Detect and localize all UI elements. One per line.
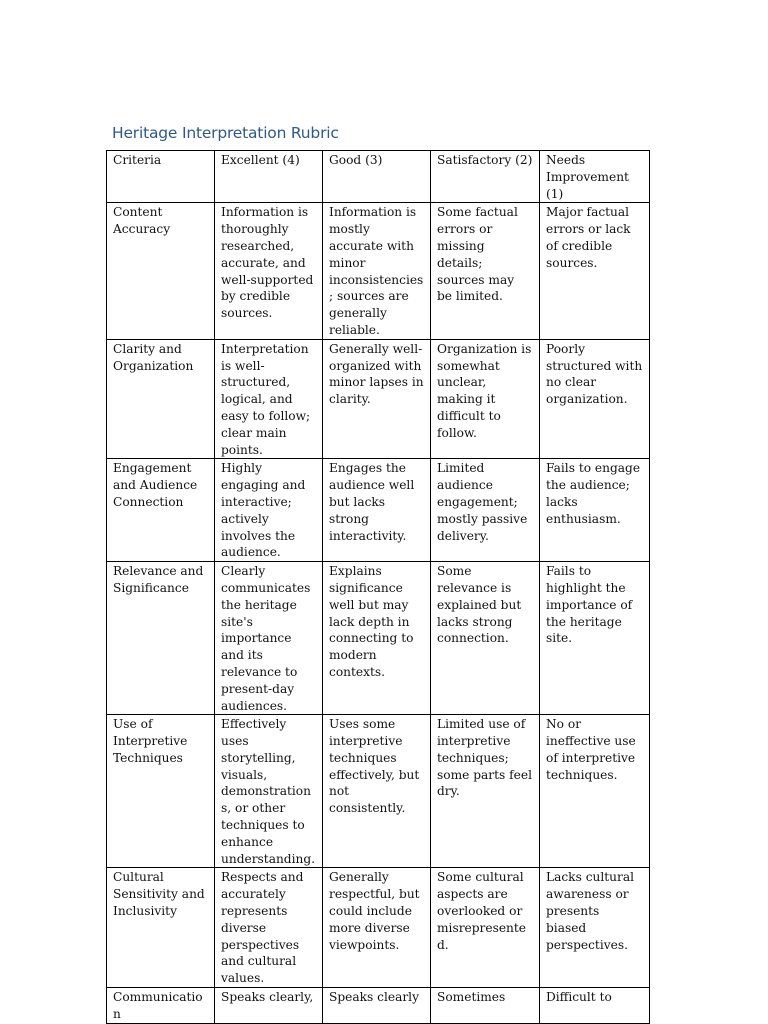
- page-title: Heritage Interpretation Rubric: [112, 124, 339, 142]
- criteria-cell: Cultural Sensitivity and Inclusivity: [107, 868, 215, 988]
- header-excellent: Excellent (4): [215, 151, 323, 203]
- header-needs-improvement: Needs Improvement (1): [540, 151, 650, 203]
- excellent-cell: Information is thoroughly researched, accurate, and well-supported by credible sources.: [215, 203, 323, 339]
- header-good: Good (3): [323, 151, 431, 203]
- satisfactory-cell: Some relevance is explained but lacks strong connection.: [431, 562, 540, 715]
- header-row: [107, 151, 650, 203]
- satisfactory-cell: Sometimes: [431, 988, 540, 1024]
- criteria-cell: Content Accuracy: [107, 203, 215, 339]
- needs-improvement-cell: Lacks cultural awareness or presents biased perspectives.: [540, 868, 650, 988]
- table-row: [107, 459, 650, 562]
- satisfactory-cell: Limited use of interpretive techniques; some parts feel dry.: [431, 715, 540, 868]
- table-row: [107, 562, 650, 715]
- good-cell: Generally well-organized with minor lapses in clarity.: [323, 339, 431, 459]
- needs-improvement-cell: Poorly structured with no clear organization.: [540, 339, 650, 459]
- rubric-table: [106, 150, 650, 1024]
- good-cell: Engages the audience well but lacks strong interactivity.: [323, 459, 431, 562]
- excellent-cell: Respects and accurately represents diverse perspectives and cultural values.: [215, 868, 323, 988]
- satisfactory-cell: Some cultural aspects are overlooked or misrepresented.: [431, 868, 540, 988]
- criteria-cell: Use of Interpretive Techniques: [107, 715, 215, 868]
- needs-improvement-cell: Difficult to: [540, 988, 650, 1024]
- needs-improvement-cell: No or ineffective use of interpretive techniques.: [540, 715, 650, 868]
- header-criteria: Criteria: [107, 151, 215, 203]
- good-cell: Uses some interpretive techniques effectively, but not consistently.: [323, 715, 431, 868]
- table-row: [107, 715, 650, 868]
- good-cell: Information is mostly accurate with minor inconsistencies; sources are generally reliable.: [323, 203, 431, 339]
- satisfactory-cell: Some factual errors or missing details; sources may be limited.: [431, 203, 540, 339]
- needs-improvement-cell: Fails to highlight the importance of the heritage site.: [540, 562, 650, 715]
- satisfactory-cell: Organization is somewhat unclear, making it difficult to follow.: [431, 339, 540, 459]
- needs-improvement-cell: Fails to engage the audience; lacks enthusiasm.: [540, 459, 650, 562]
- good-cell: Explains significance well but may lack depth in connecting to modern contexts.: [323, 562, 431, 715]
- criteria-cell: Clarity and Organization: [107, 339, 215, 459]
- good-cell: Speaks clearly: [323, 988, 431, 1024]
- excellent-cell: Highly engaging and interactive; actively involves the audience.: [215, 459, 323, 562]
- excellent-cell: Interpretation is well-structured, logical, and easy to follow; clear main points.: [215, 339, 323, 459]
- needs-improvement-cell: Major factual errors or lack of credible sources.: [540, 203, 650, 339]
- satisfactory-cell: Limited audience engagement; mostly passive delivery.: [431, 459, 540, 562]
- good-cell: Generally respectful, but could include more diverse viewpoints.: [323, 868, 431, 988]
- excellent-cell: Clearly communicates the heritage site's importance and its relevance to present-day audiences.: [215, 562, 323, 715]
- criteria-cell: Relevance and Significance: [107, 562, 215, 715]
- table-row: [107, 203, 650, 339]
- excellent-cell: Effectively uses storytelling, visuals, demonstrations, or other techniques to enhance understanding.: [215, 715, 323, 868]
- excellent-cell: Speaks clearly,: [215, 988, 323, 1024]
- header-satisfactory: Satisfactory (2): [431, 151, 540, 203]
- table-row: [107, 868, 650, 988]
- criteria-cell: Communication: [107, 988, 215, 1024]
- table-row: [107, 988, 650, 1024]
- table-row: [107, 339, 650, 459]
- criteria-cell: Engagement and Audience Connection: [107, 459, 215, 562]
